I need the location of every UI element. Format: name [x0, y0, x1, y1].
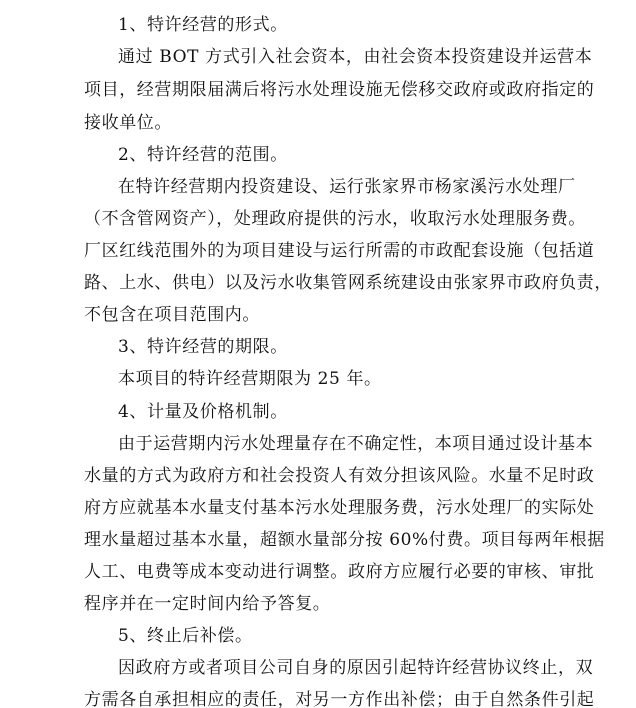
paragraph-line: （不含管网资产），处理政府提供的污水，收取污水处理服务费。: [84, 209, 586, 229]
paragraph-line: 项目，经营期限届满后将污水处理设施无偿移交政府或政府指定的: [84, 80, 595, 100]
paragraph-line: 通过 BOT 方式引入社会资本，由社会资本投资建设并运营本: [118, 47, 593, 67]
paragraph-line: 理水量超过基本水量，超额水量部分按 60%付费。项目每两年根据: [84, 530, 605, 550]
paragraph-line: 由于运营期内污水处理量存在不确定性，本项目通过设计基本: [118, 434, 594, 454]
paragraph-line: 因政府方或者项目公司自身的原因引起特许经营协议终止，双: [118, 658, 594, 678]
paragraph-line: 不包含在项目范围内。: [84, 305, 260, 325]
paragraph-line: 在特许经营期内投资建设、运行张家界市杨家溪污水处理厂: [118, 177, 576, 197]
paragraph-line: 本项目的特许经营期限为 25 年。: [118, 369, 382, 389]
heading-5: 5、终止后补偿。: [118, 626, 253, 646]
heading-4: 4、计量及价格机制。: [118, 402, 288, 422]
paragraph-line: 府方应就基本水量支付基本污水处理服务费，污水处理厂的实际处: [84, 498, 595, 518]
paragraph-line: 厂区红线范围外的为项目建设与运行所需的市政配套设施（包括道: [84, 241, 595, 261]
paragraph-line: 程序并在一定时间内给予答复。: [84, 594, 331, 614]
paragraph-line: 水量的方式为政府方和社会投资人有效分担该风险。水量不足时政: [84, 466, 595, 486]
heading-1: 1、特许经营的形式。: [118, 15, 288, 35]
paragraph-line: 人工、电费等成本变动进行调整。政府方应履行必要的审核、审批: [84, 562, 595, 582]
paragraph-line: 方需各自承担相应的责任，对另一方作出补偿；由于自然条件引起: [84, 690, 595, 708]
heading-2: 2、特许经营的范围。: [118, 145, 288, 165]
heading-3: 3、特许经营的期限。: [118, 337, 288, 357]
paragraph-line: 路、上水、供电）以及污水收集管网系统建设由张家界市政府负责，: [84, 273, 612, 293]
paragraph-line: 接收单位。: [84, 113, 172, 133]
